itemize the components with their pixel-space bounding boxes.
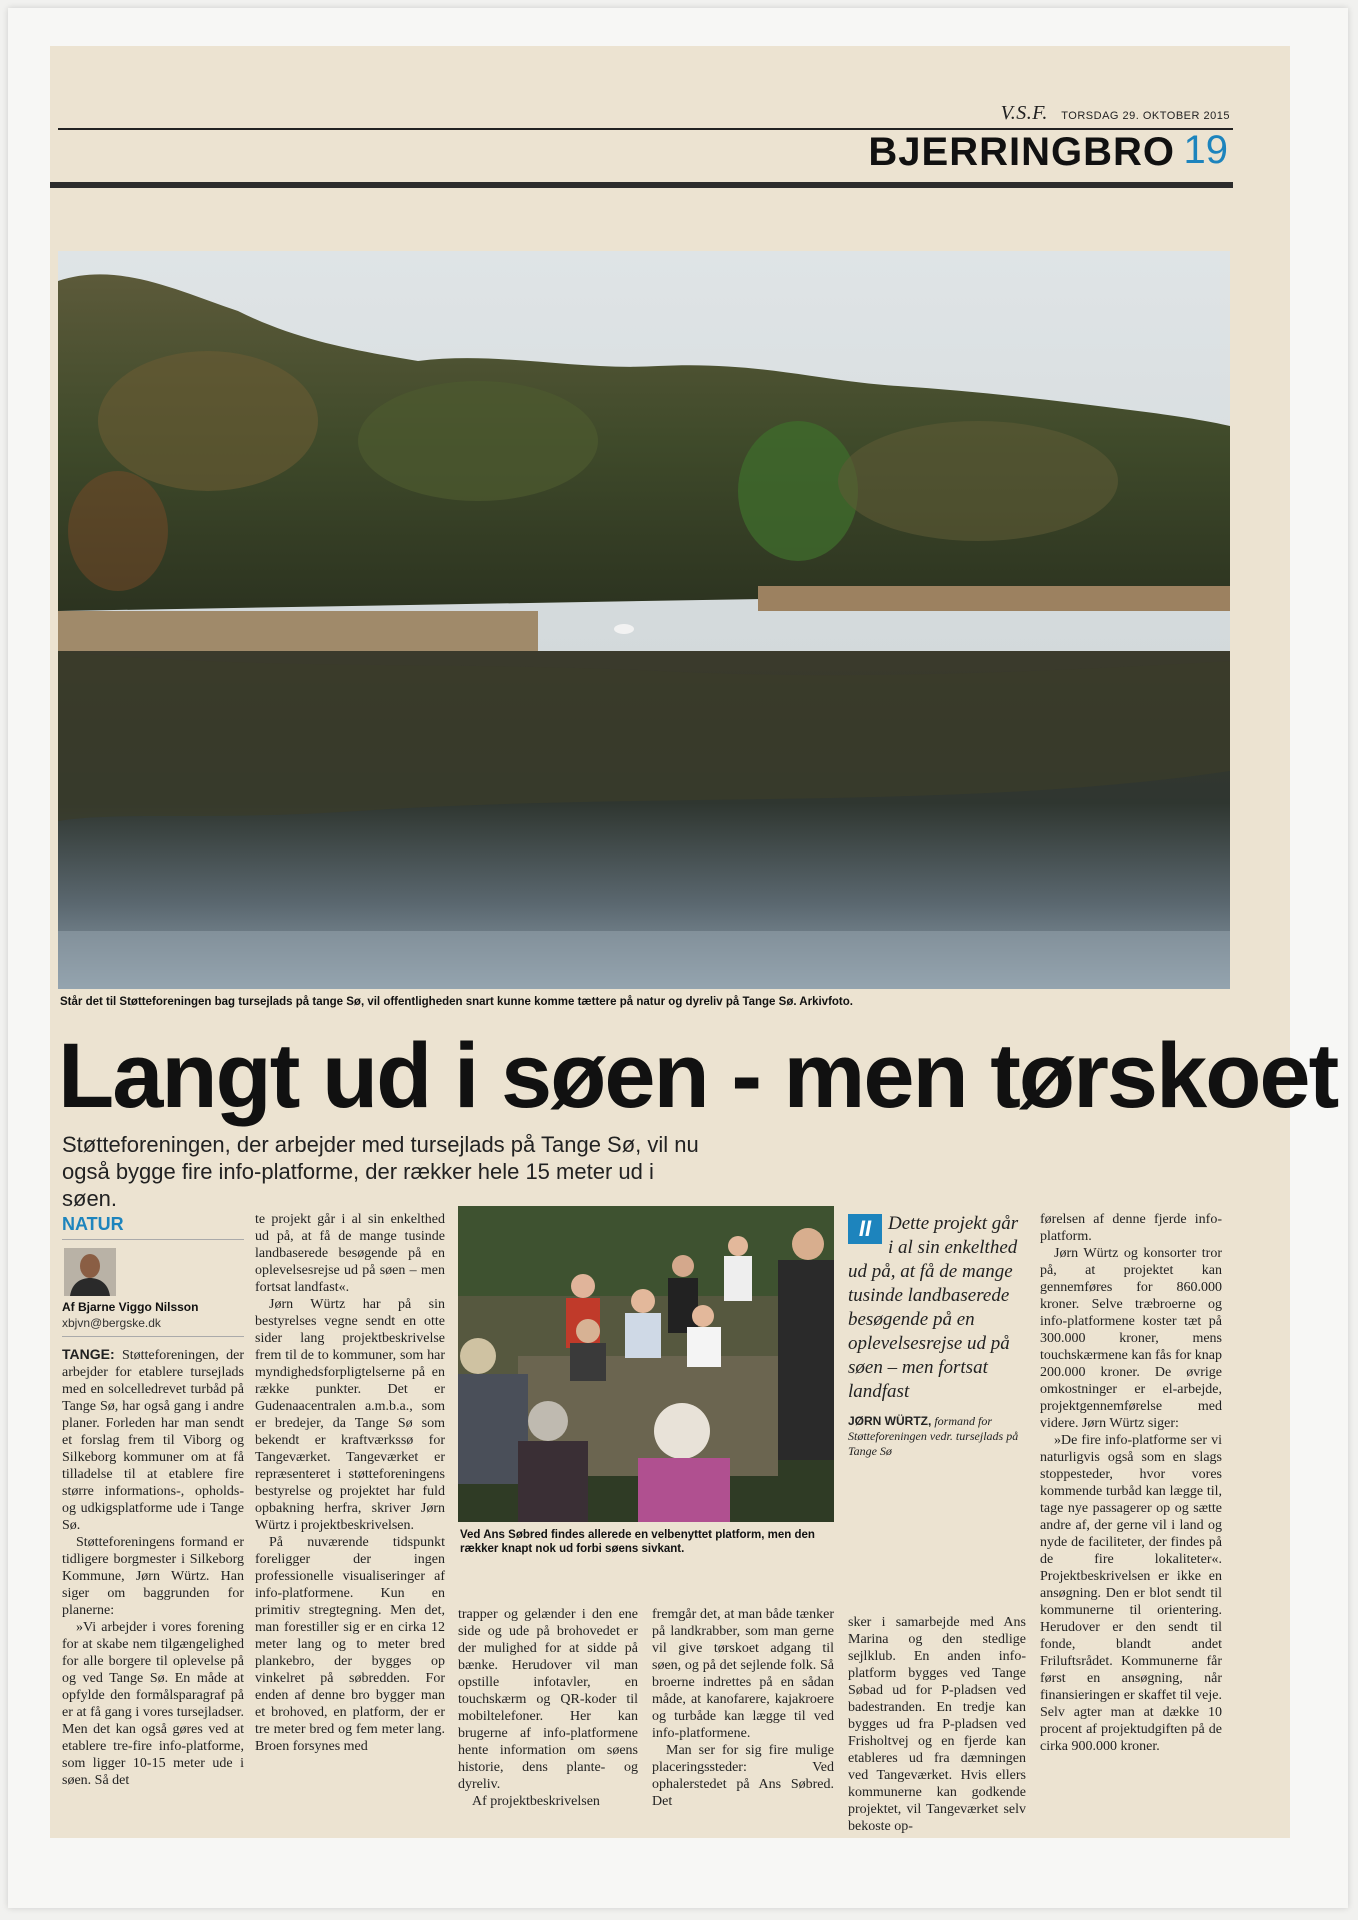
rubric: NATUR: [62, 1214, 124, 1234]
paragraph: te projekt går i al sin enkelthed ud på, at få de mange tusinde landbaserede besøgende på en oplevelsesrejse ud på søen – men fortsat landfast«.: [255, 1212, 445, 1295]
lead-paragraph: Støtteforeningen, der arbejder for etablere tursejlads med en solcelledrevet turbåd på Tange Sø, har også gang i andre planer. Forleden har man sendt et forslag frem til Viborg og Silkeborg kommuner om at få tilladelse til at etablere fire større informations-, opholds- og udkigsplatforme ude i Tange Sø.: [62, 1348, 244, 1533]
paragraph: sker i samarbejde med Ans Marina og den stedlige sejlklub. En anden info-platform bygges ved Tange Søbad ud for P-pladsen ved badestranden. En tredje kan bygges ud fra P-pladsen ved Frisholtvej og en fjerde kan etableres ud fra dæmningen ved Tangeværket. Hvis ellers kommunerne kan godkende projektet, vil Tangeværket selv bekoste op-: [848, 1615, 1026, 1834]
paragraph: Af projektbeskrivelsen: [472, 1794, 600, 1809]
newspaper-clipping: [50, 46, 1338, 1838]
dateline: TANGE:: [62, 1346, 115, 1362]
column-5: [848, 1614, 1026, 1835]
rubric-rule: [62, 1239, 244, 1240]
quote-attribution: [848, 1414, 1023, 1459]
paragraph: førelsen af denne fjerde info-platform.: [1040, 1212, 1222, 1244]
paragraph: »De fire info-platforme ser vi naturligvis også som en slags stoppesteder, hvor vores kommende turbåd kan lægge til, tage nye passagerer op og sætte andre af, der gerne vil i land og nyde de faciliteter, der findes på de fire lokaliteter«. Projektbeskrivelsen er ikke en ansøgning. Den er blot sendt til kommunerne til orientering. Herudover er den sendt til fonde, blandt andet Friluftsrådet. Kommunerne får først en ansøgning, når finansieringen er skaffet til veje. Selv agter man at dække 10 procent af projektudgiften på de cirka 900.000 kroner.: [1040, 1433, 1222, 1754]
column-4: [652, 1606, 834, 1810]
masthead-bar: [50, 182, 1233, 188]
headline: Langt ud i søen - men tørskoet: [58, 1025, 1338, 1127]
paper-sheet: [8, 8, 1348, 1908]
photo-caption: Står det til Støtteforeningen bag tursejlads på tange Sø, vil offentligheden snart kunne komme tættere på natur og dyreliv på Tange Sø. Arkivfoto.: [60, 996, 853, 1008]
paragraph: fremgår det, at man både tænker på landkrabber, som man gerne vil give tørskoet adgang til søen, og på det sejlende folk. Så broerne indrettes på en sådan måde, at kanofarere, kajakroere og turbåde kan lægge til ved info-platformene.: [652, 1607, 834, 1741]
issue-date: TORSDAG 29. OKTOBER 2015: [1061, 110, 1230, 122]
section-title: BJERRINGBRO: [868, 130, 1175, 174]
paragraph: trapper og gelænder i den ene side og ude på brohovedet er der mulighed for at sidde på bænke. Herudover vil man opstille infotavler, en touchskærm og QR-koder til mobiltelefoner. Her kan brugerne af info-platformene hente information om søens historie, dens plante- og dyreliv.: [458, 1607, 638, 1792]
author-avatar: [64, 1248, 116, 1296]
quote-mark: II: [848, 1214, 882, 1244]
masthead-meta: [1001, 102, 1230, 125]
quote-text: Dette projekt går i al sin enkelthed ud på, at få de mange tusinde landbaserede besøgende på en oplevelsesrejse ud på søen – men fortsat landfast: [848, 1213, 1019, 1402]
paragraph: På nuværende tidspunkt foreligger der ingen professionelle visualiseringer af info-platformene. Kun en primitiv stregtegning. Men det, man forestiller sig er en cirka 12 meter lang og to meter bred plankebro, der bygges op vinkelret på søbredden. For enden af denne bro bygger man et brohoved, en platform, der er tre meter bred og fem meter lang. Broen forsynes med: [255, 1535, 445, 1754]
paragraph: Støtteforeningens formand er tidligere borgmester i Silkeborg Kommune, Jørn Würtz. Han siger om baggrunden for planerne:: [62, 1535, 244, 1618]
column-3: [458, 1606, 638, 1810]
paragraph: »Vi arbejder i vores forening for at skabe nem tilgængelighed for alle borgere til oplevelse på og ved Tange Sø. En måde at opfylde den formålsparagraf på er at få gang i vores tursejladser. Men det kan også gøres ved at etablere tre-fire info-platforme, som ligger 10-15 meter ude i søen. Så det: [62, 1620, 244, 1788]
column-6: [1040, 1211, 1222, 1755]
author-email[interactable]: xbjvn@bergske.dk: [62, 1316, 161, 1330]
column-1: [62, 1346, 244, 1789]
quote-role: formand for Støtteforeningen vedr. tursejlads på Tange Sø: [848, 1414, 1019, 1458]
lake-photo: [58, 251, 1230, 989]
page-number: 19: [1183, 128, 1228, 172]
paragraph: Jørn Würtz og konsorter tror på, at projektet kan gennemføres for 860.000 kroner. Selve træbroerne og info-platformene koster tæt på 300.000 kroner, mens touchskærmene kan fås for knap 200.000 kroner. De øvrige omkostninger er el-arbejde, projektgennemførelse med videre. Jørn Würtz siger:: [1040, 1246, 1222, 1431]
quote-name: JØRN WÜRTZ,: [848, 1414, 932, 1428]
byline: Af Bjarne Viggo Nilsson: [62, 1300, 199, 1314]
pull-quote: [848, 1212, 1023, 1459]
column-2: [255, 1211, 445, 1755]
paragraph: Man ser for sig fire mulige placeringssteder: Ved ophalerstedet på Ans Søbred. Det: [652, 1743, 834, 1809]
platform-photo-caption: Ved Ans Søbred findes allerede en velbenyttet platform, men den rækker knapt nok ud forbi søens sivkant.: [460, 1529, 815, 1555]
handwritten-signature: V.S.F.: [1000, 102, 1048, 124]
platform-photo: [458, 1206, 834, 1522]
deck: Støtteforeningen, der arbejder med tursejlads på Tange Sø, vil nu også bygge fire info-platforme, der rækker hele 15 meter ud i søen.: [62, 1132, 699, 1211]
byline-rule: [62, 1336, 244, 1337]
paragraph: Jørn Würtz har på sin bestyrelses vegne sendt en otte sider lang projektbeskrivelse frem til de to kommuner, som har myndighedsforpligtelserne på en række punkter. Det er Gudenaacentralen a.m.b.a., som er bredejer, da Tange Sø som bekendt er kraftværkssø for Tangeværket. Tangeværket er repræsenteret i støtteforeningens bestyrelse og projektet har fuld opbakning herfra, skriver Jørn Würtz i projektbeskrivelsen.: [255, 1297, 445, 1533]
